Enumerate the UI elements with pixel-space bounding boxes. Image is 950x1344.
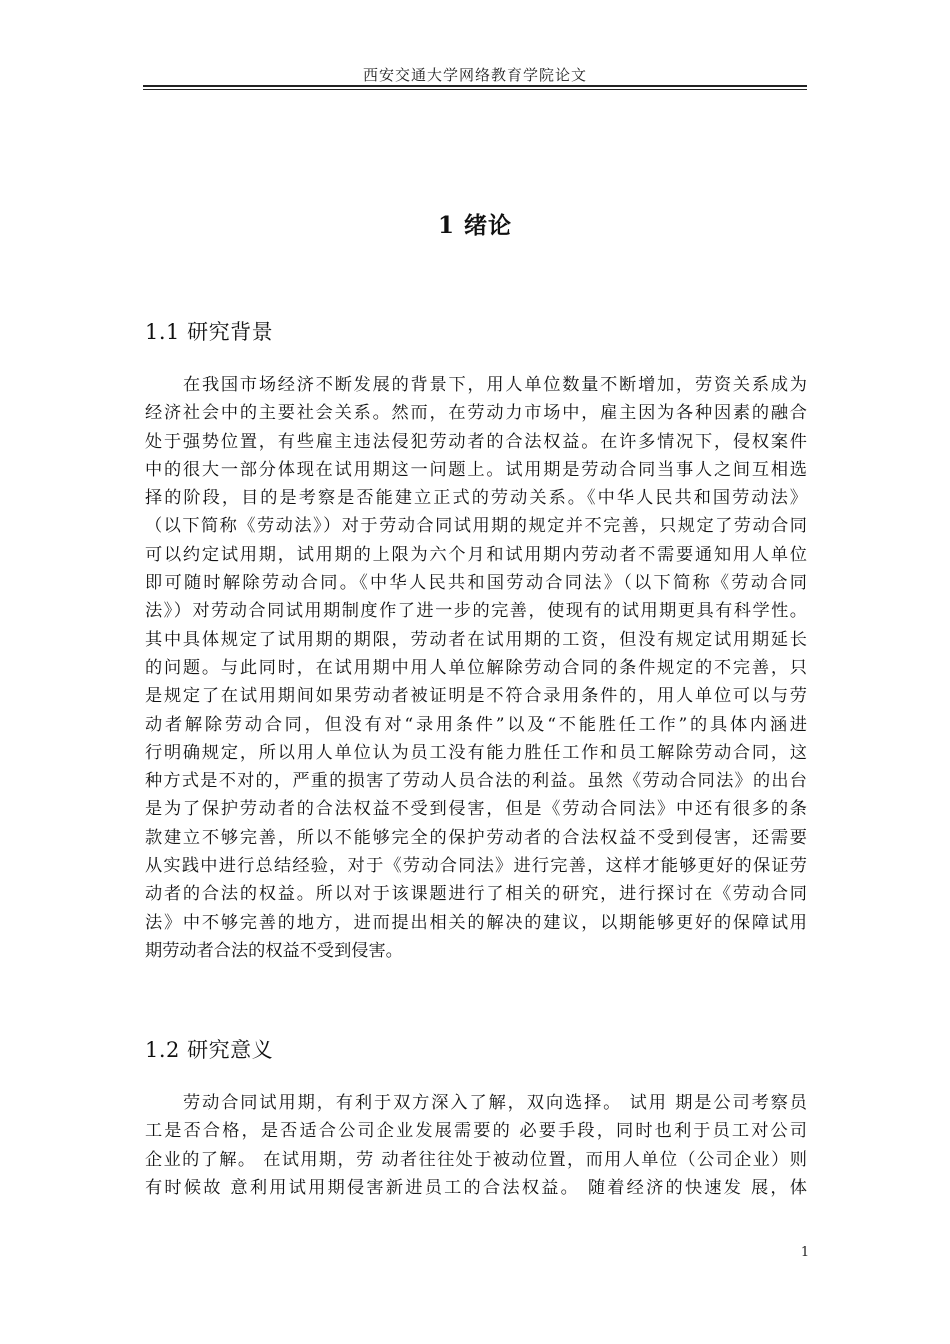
paragraph-background [145, 371, 807, 965]
section-heading-background: 1.1 研究背景 [145, 320, 274, 344]
paragraph-line: 法》）对劳动合同试用期制度作了进一步的完善，使现有的试用期更具有科学性。 [145, 601, 807, 622]
paragraph-line: 种方式是不对的，严重的损害了劳动人员合法的利益。虽然《劳动合同法》的出台 [145, 771, 807, 792]
paragraph-line: 工是否合格，是否适合公司企业发展需要的 必要手段，同时也利于员工对公司 [145, 1121, 807, 1142]
paragraph-line: 动者解除劳动合同，但没有对“录用条件”以及“不能胜任工作”的具体内涵进 [145, 714, 807, 735]
paragraph-line: 处于强势位置，有些雇主违法侵犯劳动者的合法权益。在许多情况下，侵权案件 [145, 431, 807, 452]
page-number: 1 [800, 1245, 810, 1260]
paragraph-line: 的问题。与此同时，在试用期中用人单位解除劳动合同的条件规定的不完善，只 [145, 657, 807, 678]
paragraph-line: 行明确规定，所以用人单位认为员工没有能力胜任工作和员工解除劳动合同，这 [145, 742, 807, 763]
paragraph-line: 劳动合同试用期，有利于双方深入了解，双向选择。 试用 期是公司考察员 [183, 1093, 807, 1113]
paragraph-line: 是规定了在试用期间如果劳动者被证明是不符合录用条件的，用人单位可以与劳 [145, 686, 807, 707]
paragraph-line: 企业的了解。 在试用期，劳 动者往往处于被动位置，而用人单位（公司企业）则 [145, 1149, 807, 1170]
paragraph-line: 动者的合法的权益。所以对于该课题进行了相关的研究，进行探讨在《劳动合同 [145, 884, 807, 905]
paragraph-significance [145, 1089, 807, 1202]
paragraph-line: （以下简称《劳动法》）对于劳动合同试用期的规定并不完善，只规定了劳动合同 [145, 516, 807, 537]
section-heading-significance: 1.2 研究意义 [145, 1038, 274, 1062]
chapter-title: 1 绪论 [437, 212, 512, 239]
paragraph-line: 款建立不够完善，所以不能够完全的保护劳动者的合法权益不受到侵害，还需要 [145, 827, 807, 848]
header-rule-thin [143, 89, 807, 90]
running-header: 西安交通大学网络教育学院论文 [362, 66, 587, 84]
paragraph-line: 可以约定试用期，试用期的上限为六个月和试用期内劳动者不需要通知用人单位 [145, 544, 807, 565]
paragraph-line: 从实践中进行总结经验，对于《劳动合同法》进行完善，这样才能够更好的保证劳 [145, 856, 807, 877]
paragraph-line: 其中具体规定了试用期的期限，劳动者在试用期的工资，但没有规定试用期延长 [145, 629, 807, 650]
paragraph-line: 是为了保护劳动者的合法权益不受到侵害，但是《劳动合同法》中还有很多的条 [145, 799, 807, 820]
paragraph-line: 经济社会中的主要社会关系。然而，在劳动力市场中，雇主因为各种因素的融合 [145, 403, 807, 424]
paragraph-line: 中的很大一部分体现在试用期这一问题上。试用期是劳动合同当事人之间互相选 [145, 459, 807, 480]
paragraph-line: 期劳动者合法的权益不受到侵害。 [145, 940, 403, 961]
paragraph-line: 即可随时解除劳动合同。《中华人民共和国劳动合同法》（以下简称《劳动合同 [145, 573, 807, 594]
paragraph-line: 法》中不够完善的地方，进而提出相关的解决的建议，以期能够更好的保障试用 [145, 912, 807, 933]
paragraph-line: 在我国市场经济不断发展的背景下，用人单位数量不断增加，劳资关系成为 [183, 375, 807, 395]
paragraph-line: 择的阶段，目的是考察是否能建立正式的劳动关系。《中华人民共和国劳动法》 [145, 488, 807, 509]
paragraph-line: 有时候故 意利用试用期侵害新进员工的合法权益。 随着经济的快速发 展，体 [145, 1177, 807, 1198]
header-rule [143, 85, 807, 87]
